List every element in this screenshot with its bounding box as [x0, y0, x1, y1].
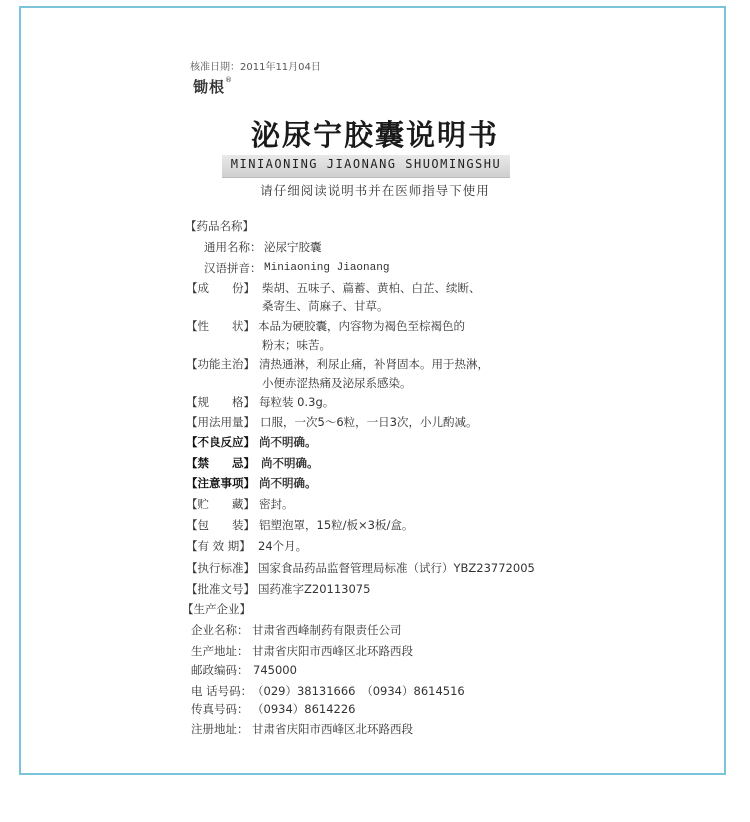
- validity-value: 24个月。: [258, 539, 308, 553]
- storage-value: 密封。: [259, 497, 294, 511]
- page-title: 泌尿宁胶囊说明书: [250, 118, 499, 152]
- dosage-value: 口服，一次5～6粒，一日3次，小儿酌减。: [260, 415, 478, 429]
- approval-number-label: 【批准文号】: [186, 582, 255, 596]
- spec-label: 【规 格】: [186, 395, 255, 409]
- fax-value: （0934）8614226: [252, 702, 356, 716]
- generic-name-value: 泌尿宁胶囊: [264, 240, 322, 254]
- indications-line-1: 清热通淋，利尿止痛，补肾固本。用于热淋，: [259, 357, 489, 371]
- package-label: 【包 装】: [186, 518, 255, 532]
- indications-line-2: 小便赤涩热痛及泌尿系感染。: [262, 376, 412, 390]
- contraindications-value: 尚不明确。: [261, 456, 319, 470]
- address-label: 生产地址：: [191, 644, 249, 658]
- company-value: 甘肃省西峰制药有限责任公司: [252, 623, 402, 637]
- pinyin-title: MINIAONING JIAONANG SHUOMINGSHU: [230, 157, 502, 171]
- character-line-2: 粉末；味苦。: [262, 338, 331, 352]
- standard-label: 【执行标准】: [186, 561, 255, 575]
- character-label: 【性 状】: [186, 319, 255, 333]
- address-value: 甘肃省庆阳市西峰区北环路西段: [252, 644, 413, 658]
- approval-date: 核准日期：2011年11月04日: [190, 62, 321, 73]
- brand-name: 锄根: [193, 78, 226, 96]
- postcode-label: 邮政编码：: [191, 663, 249, 677]
- adverse-label: 【不良反应】: [186, 435, 255, 449]
- registered-mark: ®: [225, 76, 234, 84]
- fax-label: 传真号码：: [191, 702, 249, 716]
- usage-notice: 请仔细阅读说明书并在医师指导下使用: [260, 183, 490, 198]
- spec-value: 每粒装 0.3g。: [259, 395, 335, 409]
- registered-address-label: 注册地址：: [191, 722, 249, 736]
- character-line-1: 本品为硬胶囊，内容物为褐色至棕褐色的: [258, 319, 465, 333]
- package-value: 铝塑泡罩，15粒/板×3板/盒。: [259, 518, 414, 532]
- registered-address-value: 甘肃省庆阳市西峰区北环路西段: [252, 722, 413, 736]
- precautions-value: 尚不明确。: [259, 476, 317, 490]
- company-label: 企业名称：: [191, 623, 249, 637]
- pinyin-name-value: Miniaoning Jiaonang: [264, 262, 390, 274]
- dosage-label: 【用法用量】: [186, 415, 255, 429]
- ingredients-line-1: 柴胡、五味子、萹蓄、黄柏、白芷、续断、: [262, 281, 481, 295]
- brand-logo: [193, 76, 233, 97]
- ingredients-line-2: 桑寄生、苘麻子、甘草。: [262, 299, 389, 313]
- postcode-value: 745000: [253, 663, 297, 677]
- manufacturer-heading: 【生产企业】: [182, 602, 251, 616]
- contraindications-label: 【禁 忌】: [186, 456, 255, 470]
- approval-number-value: 国药准字Z20113075: [258, 582, 371, 596]
- standard-value: 国家食品药品监督管理局标准（试行）YBZ23772005: [258, 561, 535, 575]
- indications-label: 【功能主治】: [186, 357, 255, 371]
- precautions-label: 【注意事项】: [186, 476, 255, 490]
- phone-label: 电 话号码：: [191, 684, 253, 698]
- storage-label: 【贮 藏】: [186, 497, 255, 511]
- ingredients-label: 【成 份】: [186, 281, 255, 295]
- validity-label: 【有 效 期】: [186, 539, 251, 553]
- pinyin-name-label: 汉语拼音：: [204, 261, 262, 275]
- adverse-value: 尚不明确。: [259, 435, 317, 449]
- phone-value: （029）38131666 （0934）8614516: [252, 684, 465, 698]
- generic-name-label: 通用名称：: [204, 240, 262, 254]
- drug-name-heading: 【药品名称】: [185, 219, 254, 233]
